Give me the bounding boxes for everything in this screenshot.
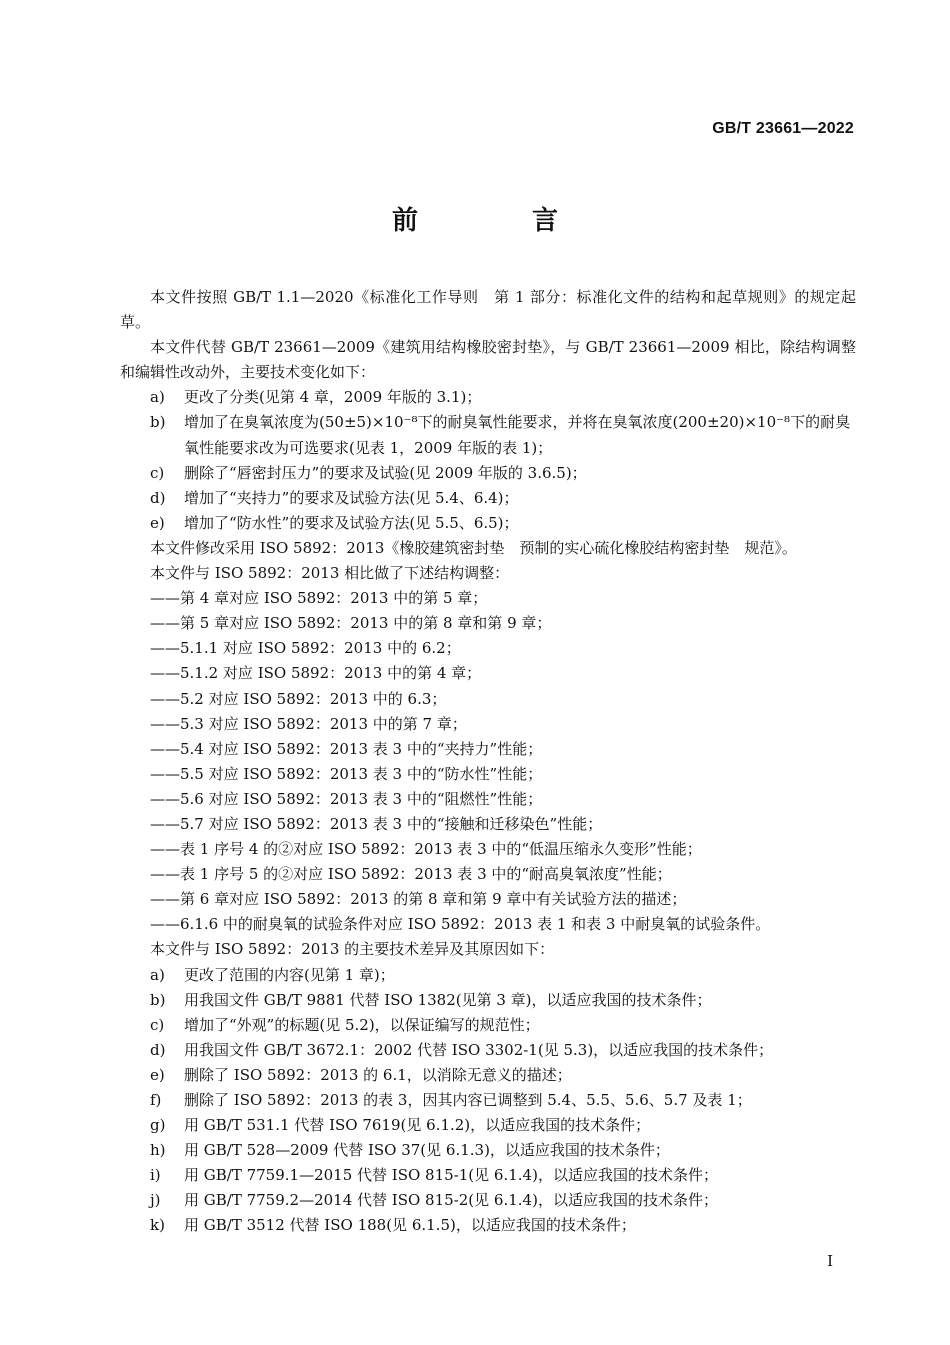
list-item-text: 更改了范围的内容(见第 1 章)； — [184, 965, 395, 984]
list-item — [120, 1088, 856, 1113]
list-item-text: 增加了“夹持力”的要求及试验方法(见 5.4、6.4)； — [184, 488, 519, 507]
list-item — [120, 1013, 856, 1038]
list-item-label: h) — [150, 1141, 166, 1160]
list-item: ——第 4 章对应 ISO 5892：2013 中的第 5 章； — [150, 589, 488, 608]
list-item — [120, 1113, 856, 1138]
list-item — [120, 963, 856, 988]
list-item: ——表 1 序号 5 的②对应 ISO 5892：2013 表 3 中的“耐高臭氧浓度”性能； — [150, 865, 672, 884]
page-number: I — [827, 1252, 833, 1270]
intro-paragraph: 本文件代替 GB/T 23661—2009《建筑用结构橡胶密封垫》，与 GB/T 23661—2009 相比，除结构调整和编辑性改动外，主要技术变化如下： — [120, 338, 856, 382]
list-item-label: g) — [150, 1116, 166, 1135]
list-item — [120, 461, 856, 486]
list-item — [120, 988, 856, 1013]
differences-list — [120, 963, 856, 1239]
list-item: ——5.2 对应 ISO 5892：2013 中的 6.3； — [150, 689, 447, 708]
list-item-text: 用 GB/T 7759.1—2015 代替 ISO 815-1(见 6.1.4)，以适应我国的技术条件； — [184, 1166, 718, 1185]
intro-paragraph: 本文件按照 GB/T 1.1—2020《标准化工作导则 第 1 部分：标准化文件的结构和起草规则》的规定起草。 — [120, 288, 856, 332]
list-item: ——5.4 对应 ISO 5892：2013 表 3 中的“夹持力”性能； — [150, 739, 543, 758]
document-body — [120, 285, 856, 1239]
list-item-text: 用 GB/T 7759.2—2014 代替 ISO 815-2(见 6.1.4)，以适应我国的技术条件； — [184, 1191, 718, 1210]
list-item-label: b) — [150, 413, 166, 432]
list-item-text: 删除了 ISO 5892：2013 的表 3，因其内容已调整到 5.4、5.5、5.6、5.7 及表 1； — [184, 1091, 752, 1109]
list-item-text: 更改了分类(见第 4 章，2009 年版的 3.1)； — [184, 388, 482, 407]
list-item — [120, 410, 856, 460]
list-item: ——5.3 对应 ISO 5892：2013 中的第 7 章； — [150, 714, 467, 733]
list-item-label: c) — [150, 463, 165, 482]
adoption-statement: 本文件修改采用 ISO 5892：2013《橡胶建筑密封垫 预制的实心硫化橡胶结构密封垫 规范》。 — [150, 538, 797, 557]
list-item-text: 删除了 ISO 5892：2013 的 6.1，以消除无意义的描述； — [184, 1065, 572, 1084]
list-item-label: d) — [150, 488, 166, 507]
document-id-header: GB/T 23661—2022 — [712, 120, 854, 137]
list-item — [120, 1163, 856, 1188]
list-item — [120, 1188, 856, 1213]
list-item-text: 用 GB/T 531.1 代替 ISO 7619(见 6.1.2)，以适应我国的技术条件； — [184, 1116, 651, 1135]
list-item: ——5.1.2 对应 ISO 5892：2013 中的第 4 章； — [150, 664, 482, 683]
list-item-text: 用我国文件 GB/T 3672.1：2002 代替 ISO 3302-1(见 5.3)，以适应我国的技术条件； — [184, 1040, 774, 1059]
list-item-label: e) — [150, 1065, 165, 1084]
list-item — [120, 1038, 856, 1063]
differences-intro: 本文件与 ISO 5892：2013 的主要技术差异及其原因如下： — [150, 940, 555, 959]
list-item-label: i) — [150, 1166, 161, 1185]
list-item-text: 用 GB/T 3512 代替 ISO 188(见 6.1.5)，以适应我国的技术条件； — [184, 1216, 636, 1235]
list-item: ——第 6 章对应 ISO 5892：2013 的第 8 章和第 9 章中有关试验方法的描述； — [150, 890, 687, 909]
list-item: ——表 1 序号 4 的②对应 ISO 5892：2013 表 3 中的“低温压缩永久变形”性能； — [150, 840, 702, 859]
list-item — [120, 511, 856, 536]
changes-list — [120, 385, 856, 536]
structure-intro: 本文件与 ISO 5892：2013 相比做了下述结构调整： — [150, 564, 510, 583]
list-item-text: 用我国文件 GB/T 9881 代替 ISO 1382(见第 3 章)，以适应我国的技术条件； — [184, 990, 712, 1009]
list-item-label: f) — [150, 1091, 162, 1109]
list-item-text: 用 GB/T 528—2009 代替 ISO 37(见 6.1.3)，以适应我国的技术条件； — [184, 1141, 670, 1160]
list-item: ——6.1.6 中的耐臭氧的试验条件对应 ISO 5892：2013 表 1 和表 3 中耐臭氧的试验条件。 — [150, 915, 771, 934]
list-item: ——5.5 对应 ISO 5892：2013 表 3 中的“防水性”性能； — [150, 764, 543, 783]
list-item-label: k) — [150, 1216, 165, 1235]
list-item-text: 增加了“防水性”的要求及试验方法(见 5.5、6.5)； — [184, 513, 519, 532]
list-item-label: d) — [150, 1040, 166, 1059]
list-item: ——5.7 对应 ISO 5892：2013 表 3 中的“接触和迁移染色”性能； — [150, 814, 603, 833]
page-title: 前 言 — [391, 206, 602, 236]
list-item-label: e) — [150, 513, 165, 532]
list-item — [120, 486, 856, 511]
list-item-label: a) — [150, 388, 165, 407]
list-item-label: j) — [150, 1191, 161, 1210]
list-item — [120, 1138, 856, 1163]
list-item: ——5.6 对应 ISO 5892：2013 表 3 中的“阻燃性”性能； — [150, 789, 543, 808]
list-item — [120, 1213, 856, 1238]
list-item-label: c) — [150, 1015, 165, 1034]
list-item: ——5.1.1 对应 ISO 5892：2013 中的 6.2； — [150, 639, 461, 658]
list-item-label: b) — [150, 990, 166, 1009]
structure-list — [120, 586, 856, 937]
list-item-text: 增加了在臭氧浓度为(50±5)×10⁻⁸下的耐臭氧性能要求，并将在臭氧浓度(200±20)×10⁻⁸下的耐臭氧性能要求改为可选要求(见表 1，2009 年版的表 1)； — [184, 413, 851, 457]
list-item: ——第 5 章对应 ISO 5892：2013 中的第 8 章和第 9 章； — [150, 614, 552, 633]
list-item — [120, 1063, 856, 1088]
list-item-text: 增加了“外观”的标题(见 5.2)，以保证编写的规范性； — [184, 1015, 540, 1034]
list-item — [120, 385, 856, 410]
list-item-label: a) — [150, 965, 165, 984]
list-item-text: 删除了“唇密封压力”的要求及试验(见 2009 年版的 3.6.5)； — [184, 463, 587, 482]
